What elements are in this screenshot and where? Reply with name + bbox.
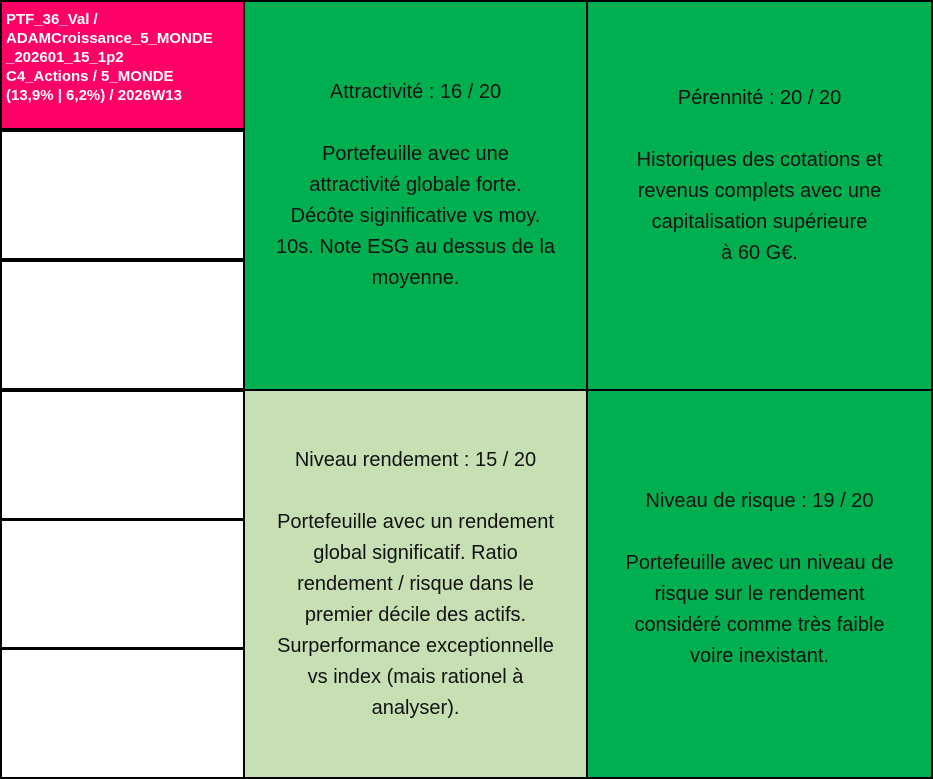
rendement-description: Portefeuille avec un rendement global significatif. Ratio rendement / risque dans le premier décile des actifs. Surperformance exceptionnelle vs index (mais rationel à analyser). bbox=[277, 510, 554, 719]
perennite-description: Historiques des cotations et revenus complets avec une capitalisation supérieure à 60 G€. bbox=[636, 148, 883, 264]
attractivite-score: Attractivité : 16 / 20 bbox=[329, 81, 502, 103]
empty-cell bbox=[0, 519, 245, 649]
risque-score: Niveau de risque : 19 / 20 bbox=[645, 490, 874, 512]
empty-cell bbox=[0, 648, 245, 779]
risque-panel bbox=[586, 389, 933, 779]
perennite-panel bbox=[586, 0, 933, 391]
empty-cell bbox=[0, 130, 245, 260]
empty-cell bbox=[0, 260, 245, 390]
portfolio-title-cell: PTF_36_Val / ADAMCroissance_5_MONDE _202601_15_1p2 C4_Actions / 5_MONDE (13,9% | 6,2%) / 2026W13 bbox=[0, 0, 245, 130]
empty-cell bbox=[0, 390, 245, 520]
rendement-panel bbox=[243, 389, 588, 779]
risque-description: Portefeuille avec un niveau de risque sur le rendement considéré comme très faible voire inexistant. bbox=[625, 552, 894, 667]
attractivite-panel bbox=[243, 0, 588, 391]
attractivite-description: Portefeuille avec une attractivité globale forte. Décôte siginificative vs moy. 10s. Note ESG au dessus de la moyenne. bbox=[275, 143, 556, 289]
rendement-score: Niveau rendement : 15 / 20 bbox=[294, 448, 537, 471]
perennite-score: Pérennité : 20 / 20 bbox=[677, 86, 842, 109]
